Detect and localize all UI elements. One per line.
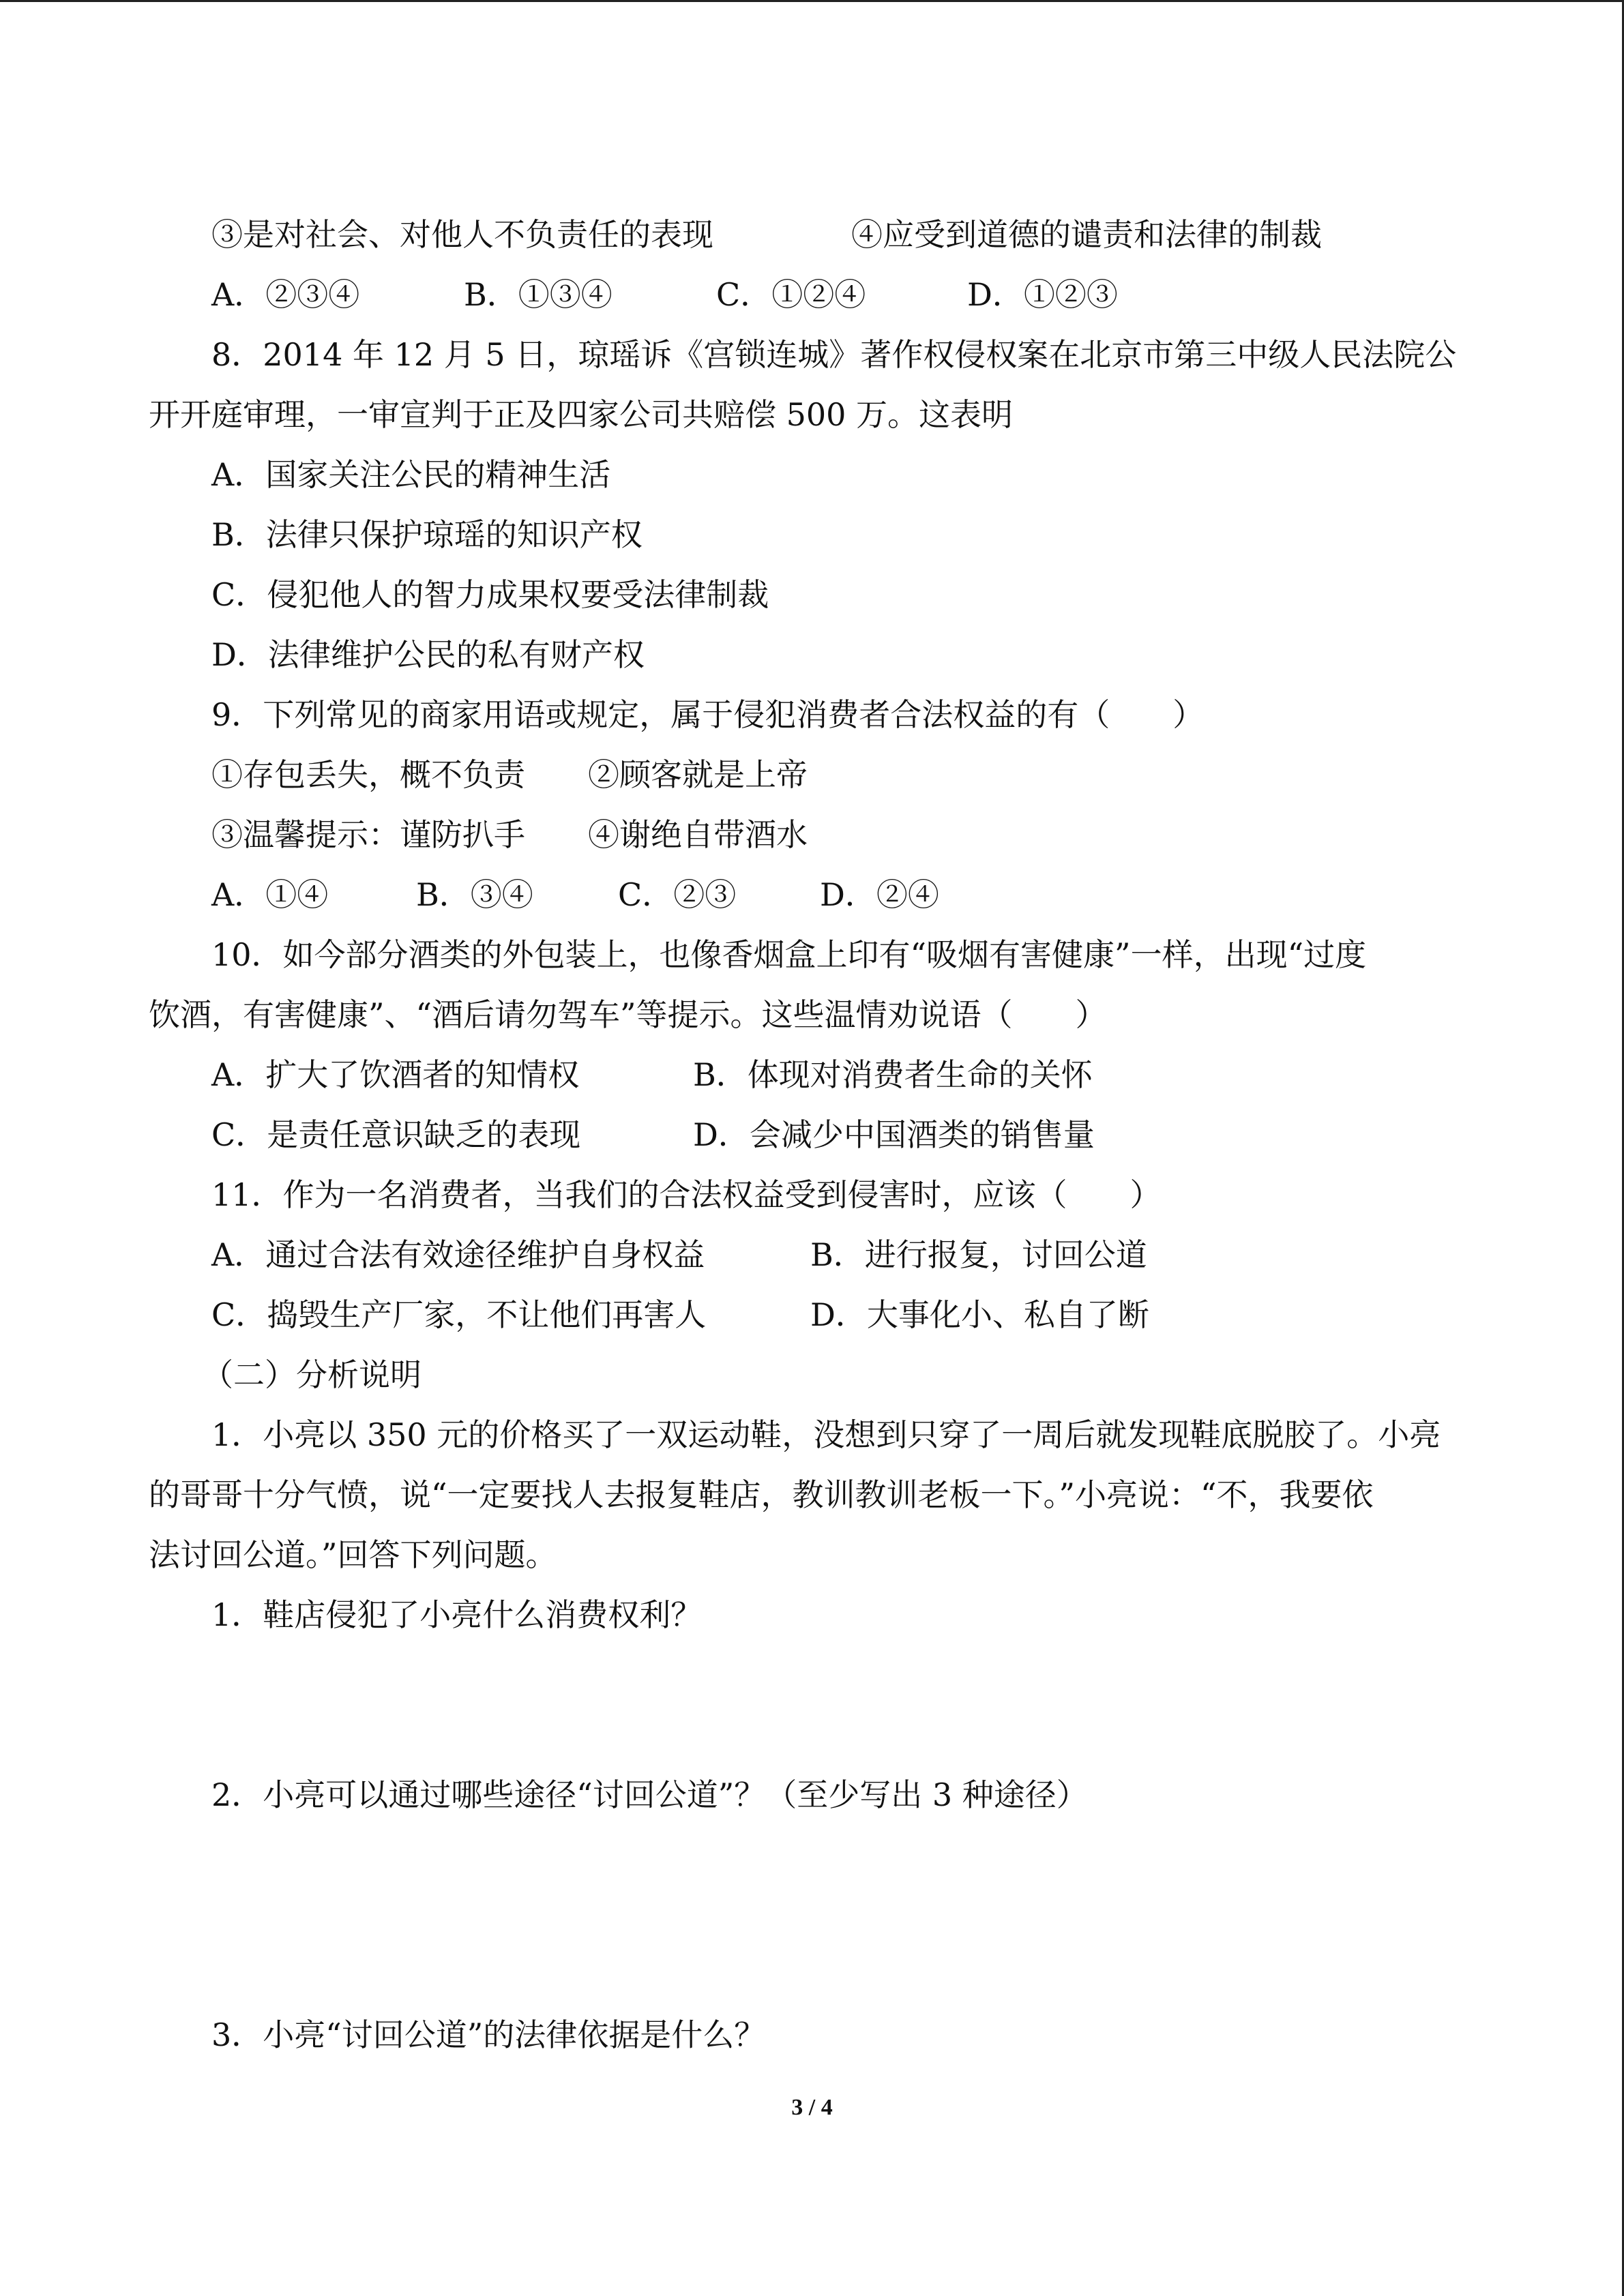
sub-question-1: 1．鞋店侵犯了小亮什么消费权利？ bbox=[211, 1596, 703, 1633]
q10-option-d: D．会减少中国酒类的销售量 bbox=[693, 1116, 1095, 1153]
q8-stem-line-2: 开开庭审理，一审宣判于正及四家公司共赔偿 500 万。这表明 bbox=[149, 396, 1014, 433]
q11-option-b: B．进行报复，讨回公道 bbox=[810, 1236, 1147, 1273]
q10-option-c: C．是责任意识缺乏的表现 bbox=[211, 1116, 581, 1153]
q7-choice-c: C．①②④ bbox=[716, 276, 866, 313]
q9-statement-4: ④谢绝自带酒水 bbox=[588, 816, 808, 853]
page-number: 3 / 4 bbox=[791, 2095, 833, 2120]
q7-choice-d: D．①②③ bbox=[967, 276, 1118, 313]
q10-stem-line-1: 10．如今部分酒类的外包装上，也像香烟盒上印有“吸烟有害健康”一样，出现“过度 bbox=[211, 936, 1367, 973]
q11-option-d: D．大事化小、私自了断 bbox=[810, 1296, 1149, 1333]
sub-question-2: 2．小亮可以通过哪些途径“讨回公道”？（至少写出 3 种途径） bbox=[211, 1776, 1088, 1813]
analysis-paragraph-line-2: 的哥哥十分气愤，说“一定要找人去报复鞋店，教训教训老板一下。”小亮说：“不，我要依 bbox=[149, 1476, 1374, 1513]
q7-choice-b: B．①③④ bbox=[464, 276, 612, 313]
q8-stem-line-1: 8．2014 年 12 月 5 日，琼瑶诉《宫锁连城》著作权侵权案在北京市第三中级人民法院公 bbox=[211, 336, 1457, 373]
q8-option-d: D．法律维护公民的私有财产权 bbox=[211, 636, 645, 673]
analysis-paragraph-line-1: 1．小亮以 350 元的价格买了一双运动鞋，没想到只穿了一周后就发现鞋底脱胶了。小亮 bbox=[211, 1416, 1441, 1453]
q11-stem: 11．作为一名消费者，当我们的合法权益受到侵害时，应该（ ） bbox=[211, 1176, 1162, 1213]
q9-statement-1: ①存包丢失，概不负责 bbox=[211, 756, 525, 793]
q8-option-b: B．法律只保护琼瑶的知识产权 bbox=[211, 516, 643, 553]
q9-statement-2: ②顾客就是上帝 bbox=[588, 756, 808, 793]
q11-option-a: A．通过合法有效途径维护自身权益 bbox=[211, 1236, 705, 1273]
q7-option-3: ③是对社会、对他人不负责任的表现 bbox=[211, 216, 713, 253]
analysis-paragraph-line-3: 法讨回公道。”回答下列问题。 bbox=[149, 1536, 557, 1573]
q9-choice-a: A．①④ bbox=[211, 876, 329, 913]
q8-option-c: C．侵犯他人的智力成果权要受法律制裁 bbox=[211, 576, 769, 613]
q7-choice-a: A．②③④ bbox=[211, 276, 360, 313]
q9-choice-c: C．②③ bbox=[618, 876, 737, 913]
q9-stem: 9．下列常见的商家用语或规定，属于侵犯消费者合法权益的有（ ） bbox=[211, 696, 1205, 733]
q9-choice-b: B．③④ bbox=[416, 876, 533, 913]
q7-option-4: ④应受到道德的谴责和法律的制裁 bbox=[851, 216, 1322, 253]
q10-stem-line-2: 饮酒，有害健康”、“酒后请勿驾车”等提示。这些温情劝说语（ ） bbox=[149, 996, 1107, 1033]
q9-statement-3: ③温馨提示：谨防扒手 bbox=[211, 816, 525, 853]
q10-option-a: A．扩大了饮酒者的知情权 bbox=[211, 1056, 580, 1093]
q9-choice-d: D．②④ bbox=[820, 876, 939, 913]
q11-option-c: C．捣毁生产厂家，不让他们再害人 bbox=[211, 1296, 707, 1333]
q10-option-b: B．体现对消费者生命的关怀 bbox=[693, 1056, 1093, 1093]
q8-option-a: A．国家关注公民的精神生活 bbox=[211, 456, 611, 493]
sub-question-3: 3．小亮“讨回公道”的法律依据是什么？ bbox=[211, 2016, 766, 2053]
section-heading: （二）分析说明 bbox=[202, 1356, 422, 1393]
